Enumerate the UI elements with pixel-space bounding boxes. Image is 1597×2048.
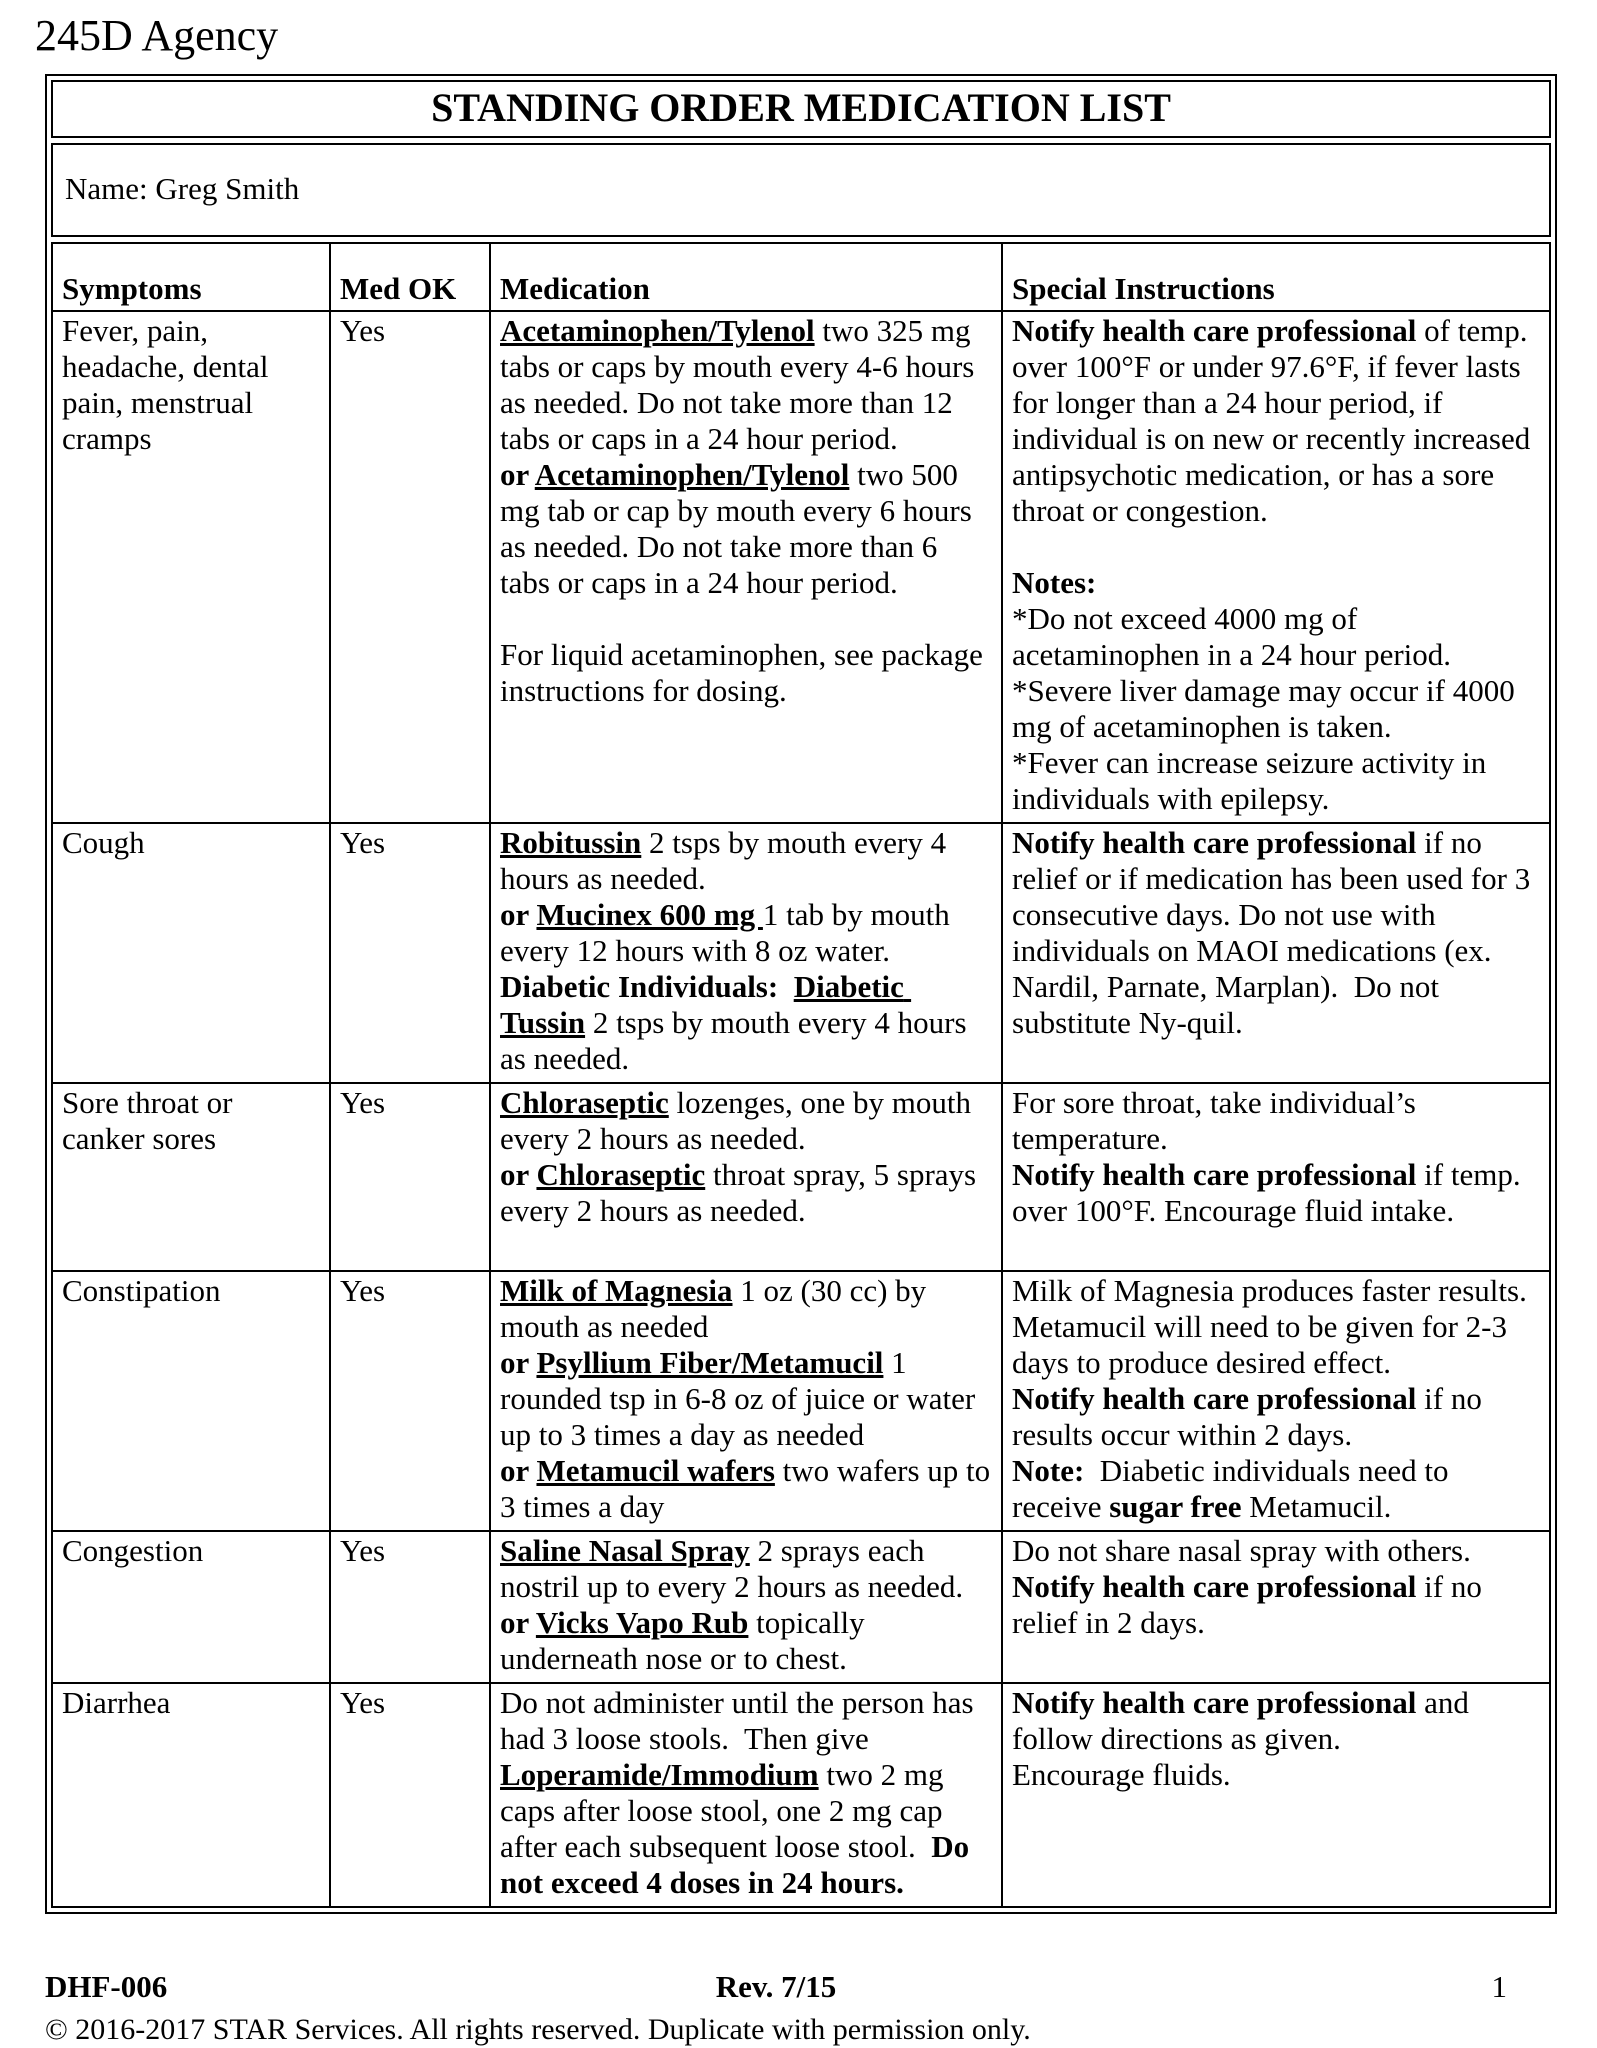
medication-cell <box>490 1083 1002 1271</box>
med-ok-cell: Yes <box>330 1271 490 1531</box>
medication-table-body <box>52 311 1550 1907</box>
paragraph: Encourage fluids. <box>1012 1757 1231 1792</box>
med-ok-cell: Yes <box>330 1683 490 1907</box>
paragraph: Notify health care professional if no relief or if medication has been used for 3 consecutive days. Do not use with individuals on MAOI medications (ex. Nardil, Parnate, Marplan). Do not substitute Ny-quil. <box>1012 825 1538 1040</box>
med-ok-cell: Yes <box>330 1531 490 1683</box>
paragraph: Milk of Magnesia 1 oz (30 cc) by mouth as needed <box>500 1273 934 1344</box>
header-symptoms: Symptoms <box>52 243 330 311</box>
paragraph: Do not administer until the person has had 3 loose stools. Then give Loperamide/Immodium two 2 mg caps after loose stool, one 2 mg cap after each subsequent loose stool. Do not exceed 4 doses in 24 hours. <box>500 1685 982 1900</box>
special-instructions-cell <box>1002 1271 1550 1531</box>
table-row <box>52 311 1550 823</box>
header-medication: Medication <box>490 243 1002 311</box>
paragraph: or Vicks Vapo Rub topically underneath nose or to chest. <box>500 1605 873 1676</box>
header-med-ok: Med OK <box>330 243 490 311</box>
paragraph: Chloraseptic lozenges, one by mouth every 2 hours as needed. <box>500 1085 979 1156</box>
special-instructions-cell <box>1002 311 1550 823</box>
header-row <box>52 243 1550 311</box>
med-ok-cell: Yes <box>330 823 490 1083</box>
paragraph: Milk of Magnesia produces faster results. Metamucil will need to be given for 2-3 days to produce desired effect. <box>1012 1273 1535 1380</box>
form-title: STANDING ORDER MEDICATION LIST <box>51 80 1551 138</box>
special-instructions-cell <box>1002 823 1550 1083</box>
revision: Rev. 7/15 <box>715 1969 837 2004</box>
paragraph: Saline Nasal Spray 2 sprays each nostril up to every 2 hours as needed. <box>500 1533 964 1604</box>
copyright-line: © 2016-2017 STAR Services. All rights reserved. Duplicate with permission only. <box>45 2013 1031 2046</box>
paragraph: Notify health care professional if no results occur within 2 days. <box>1012 1381 1490 1452</box>
paragraph <box>500 1229 993 1265</box>
symptoms-cell: Congestion <box>52 1531 330 1683</box>
table-row <box>52 1531 1550 1683</box>
symptoms-cell: Constipation <box>52 1271 330 1531</box>
paragraph: For liquid acetaminophen, see package instructions for dosing. <box>500 637 991 708</box>
symptoms-cell: Diarrhea <box>52 1683 330 1907</box>
medication-cell <box>490 1531 1002 1683</box>
header-special-instructions: Special Instructions <box>1002 243 1550 311</box>
page-footer <box>45 1969 1557 2005</box>
table-row <box>52 1683 1550 1907</box>
agency-heading: 245D Agency <box>35 11 279 60</box>
paragraph <box>500 601 993 637</box>
table-row <box>52 1083 1550 1271</box>
med-ok-cell: Yes <box>330 1083 490 1271</box>
paragraph: For sore throat, take individual’s temperature. <box>1012 1085 1424 1156</box>
paragraph: or Metamucil wafers two wafers up to 3 times a day <box>500 1453 998 1524</box>
paragraph: or Acetaminophen/Tylenol two 500 mg tab or cap by mouth every 6 hours as needed. Do not take more than 6 tabs or caps in a 24 hour period. <box>500 457 980 600</box>
paragraph <box>1012 529 1541 565</box>
symptoms-cell: Sore throat or canker sores <box>52 1083 330 1271</box>
paragraph: *Severe liver damage may occur if 4000 mg of acetaminophen is taken. <box>1012 673 1523 744</box>
med-ok-cell: Yes <box>330 311 490 823</box>
special-instructions-cell <box>1002 1531 1550 1683</box>
form-container <box>45 74 1557 1914</box>
medication-cell <box>490 1271 1002 1531</box>
paragraph: Robitussin 2 tsps by mouth every 4 hours as needed. <box>500 825 954 896</box>
medication-cell <box>490 823 1002 1083</box>
special-instructions-cell <box>1002 1683 1550 1907</box>
paragraph: *Do not exceed 4000 mg of acetaminophen in a 24 hour period. <box>1012 601 1452 672</box>
special-instructions-cell <box>1002 1083 1550 1271</box>
symptoms-cell: Fever, pain, headache, dental pain, menstrual cramps <box>52 311 330 823</box>
name-row <box>51 143 1551 237</box>
paragraph: Acetaminophen/Tylenol two 325 mg tabs or caps by mouth every 4-6 hours as needed. Do not take more than 12 tabs or caps in a 24 hour period. <box>500 313 983 456</box>
name-value: Greg Smith <box>155 171 300 206</box>
paragraph: Notify health care professional if temp. over 100°F. Encourage fluid intake. <box>1012 1157 1529 1228</box>
form-id: DHF-006 <box>45 1969 168 2004</box>
paragraph: Notify health care professional if no relief in 2 days. <box>1012 1569 1490 1640</box>
paragraph: Diabetic Individuals: Diabetic Tussin 2 tsps by mouth every 4 hours as needed. <box>500 969 975 1076</box>
paragraph: Do not share nasal spray with others. <box>1012 1533 1471 1568</box>
medication-table <box>51 242 1551 1908</box>
paragraph: or Chloraseptic throat spray, 5 sprays every 2 hours as needed. <box>500 1157 984 1228</box>
medication-cell <box>490 1683 1002 1907</box>
paragraph: or Mucinex 600 mg 1 tab by mouth every 12 hours with 8 oz water. <box>500 897 958 968</box>
paragraph: *Fever can increase seizure activity in individuals with epilepsy. <box>1012 745 1494 816</box>
medication-cell <box>490 311 1002 823</box>
name-label: Name: <box>65 171 148 206</box>
page-number: 1 <box>1491 1969 1507 2004</box>
paragraph: Note: Diabetic individuals need to receive sugar free Metamucil. <box>1012 1453 1457 1524</box>
paragraph: Notes: <box>1012 565 1097 600</box>
paragraph: Notify health care professional and follow directions as given. <box>1012 1685 1477 1756</box>
table-row <box>52 1271 1550 1531</box>
table-header <box>52 243 1550 311</box>
table-row <box>52 823 1550 1083</box>
paragraph: Notify health care professional of temp. over 100°F or under 97.6°F, if fever lasts for longer than a 24 hour period, if individual is on new or recently increased antipsychotic medication, or has a sore throat or congestion. <box>1012 313 1538 528</box>
symptoms-cell: Cough <box>52 823 330 1083</box>
paragraph: or Psyllium Fiber/Metamucil 1 rounded tsp in 6-8 oz of juice or water up to 3 times a day as needed <box>500 1345 983 1452</box>
